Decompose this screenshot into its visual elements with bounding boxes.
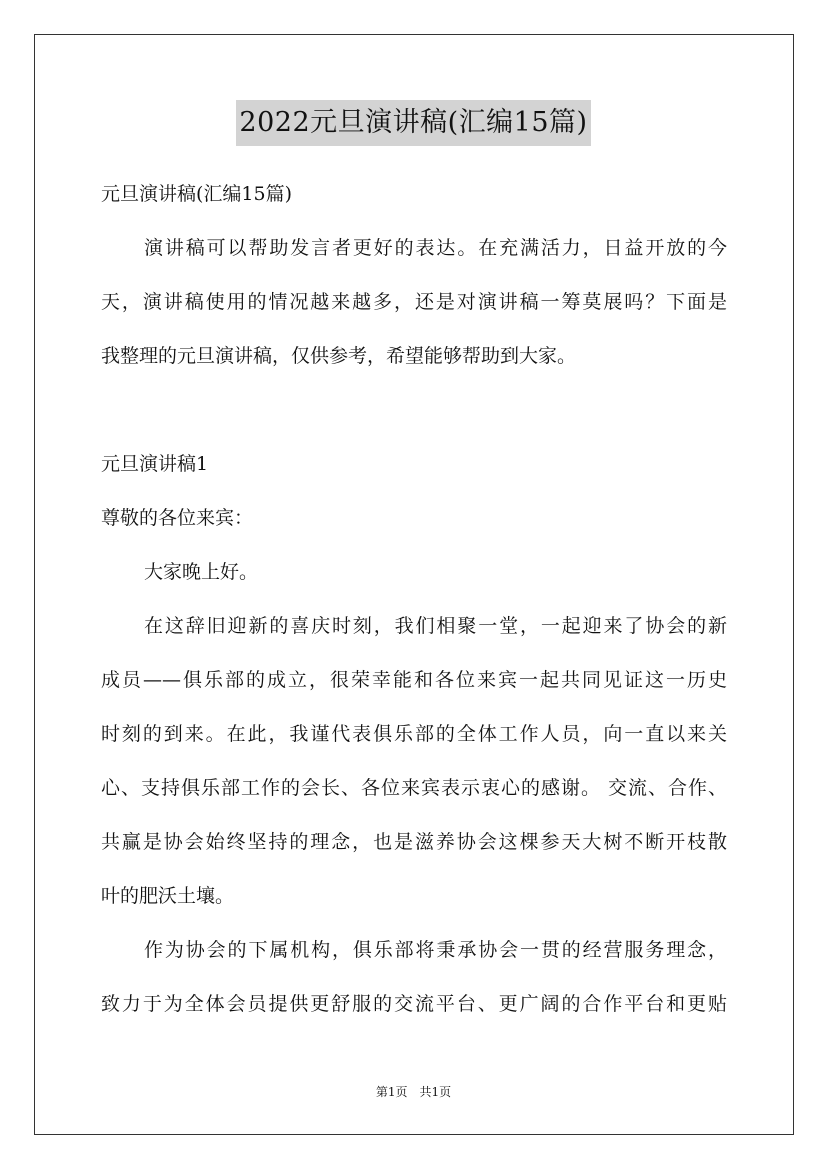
document-subtitle: 元旦演讲稿(汇编15篇) xyxy=(101,183,293,205)
document-title: 2022元旦演讲稿(汇编15篇) xyxy=(236,100,590,146)
paragraph-line: 叶的肥沃土壤。 xyxy=(101,885,235,907)
paragraph-line: 共赢是协会始终坚持的理念，也是滋养协会这棵参天大树不断开枝散 xyxy=(101,831,727,853)
paragraph-line: 成员——俱乐部的成立，很荣幸能和各位来宾一起共同见证这一历史 xyxy=(101,669,727,691)
greeting: 大家晚上好。 xyxy=(144,561,259,583)
salutation: 尊敬的各位来宾： xyxy=(101,507,254,529)
paragraph-line: 在这辞旧迎新的喜庆时刻，我们相聚一堂，一起迎来了协会的新 xyxy=(144,615,727,637)
paragraph-line: 作为协会的下属机构，俱乐部将秉承协会一贯的经营服务理念， xyxy=(144,939,727,961)
page-footer: 第1页 共1页 xyxy=(375,1085,452,1099)
document-body xyxy=(101,175,727,1039)
intro-line: 天，演讲稿使用的情况越来越多，还是对演讲稿一筹莫展吗？下面是 xyxy=(101,291,727,313)
title-block xyxy=(0,100,827,146)
intro-line: 演讲稿可以帮助发言者更好的表达。在充满活力，日益开放的今 xyxy=(144,237,727,259)
paragraph-gap xyxy=(101,391,727,445)
paragraph-line: 心、支持俱乐部工作的会长、各位来宾表示衷心的感谢。 交流、合作、 xyxy=(101,777,727,799)
paragraph-line: 致力于为全体会员提供更舒服的交流平台、更广阔的合作平台和更贴 xyxy=(101,993,727,1015)
intro-line: 我整理的元旦演讲稿，仅供参考，希望能够帮助到大家。 xyxy=(101,345,577,367)
paragraph-line: 时刻的到来。在此，我谨代表俱乐部的全体工作人员，向一直以来关 xyxy=(101,723,727,745)
section-heading: 元旦演讲稿1 xyxy=(101,453,209,475)
